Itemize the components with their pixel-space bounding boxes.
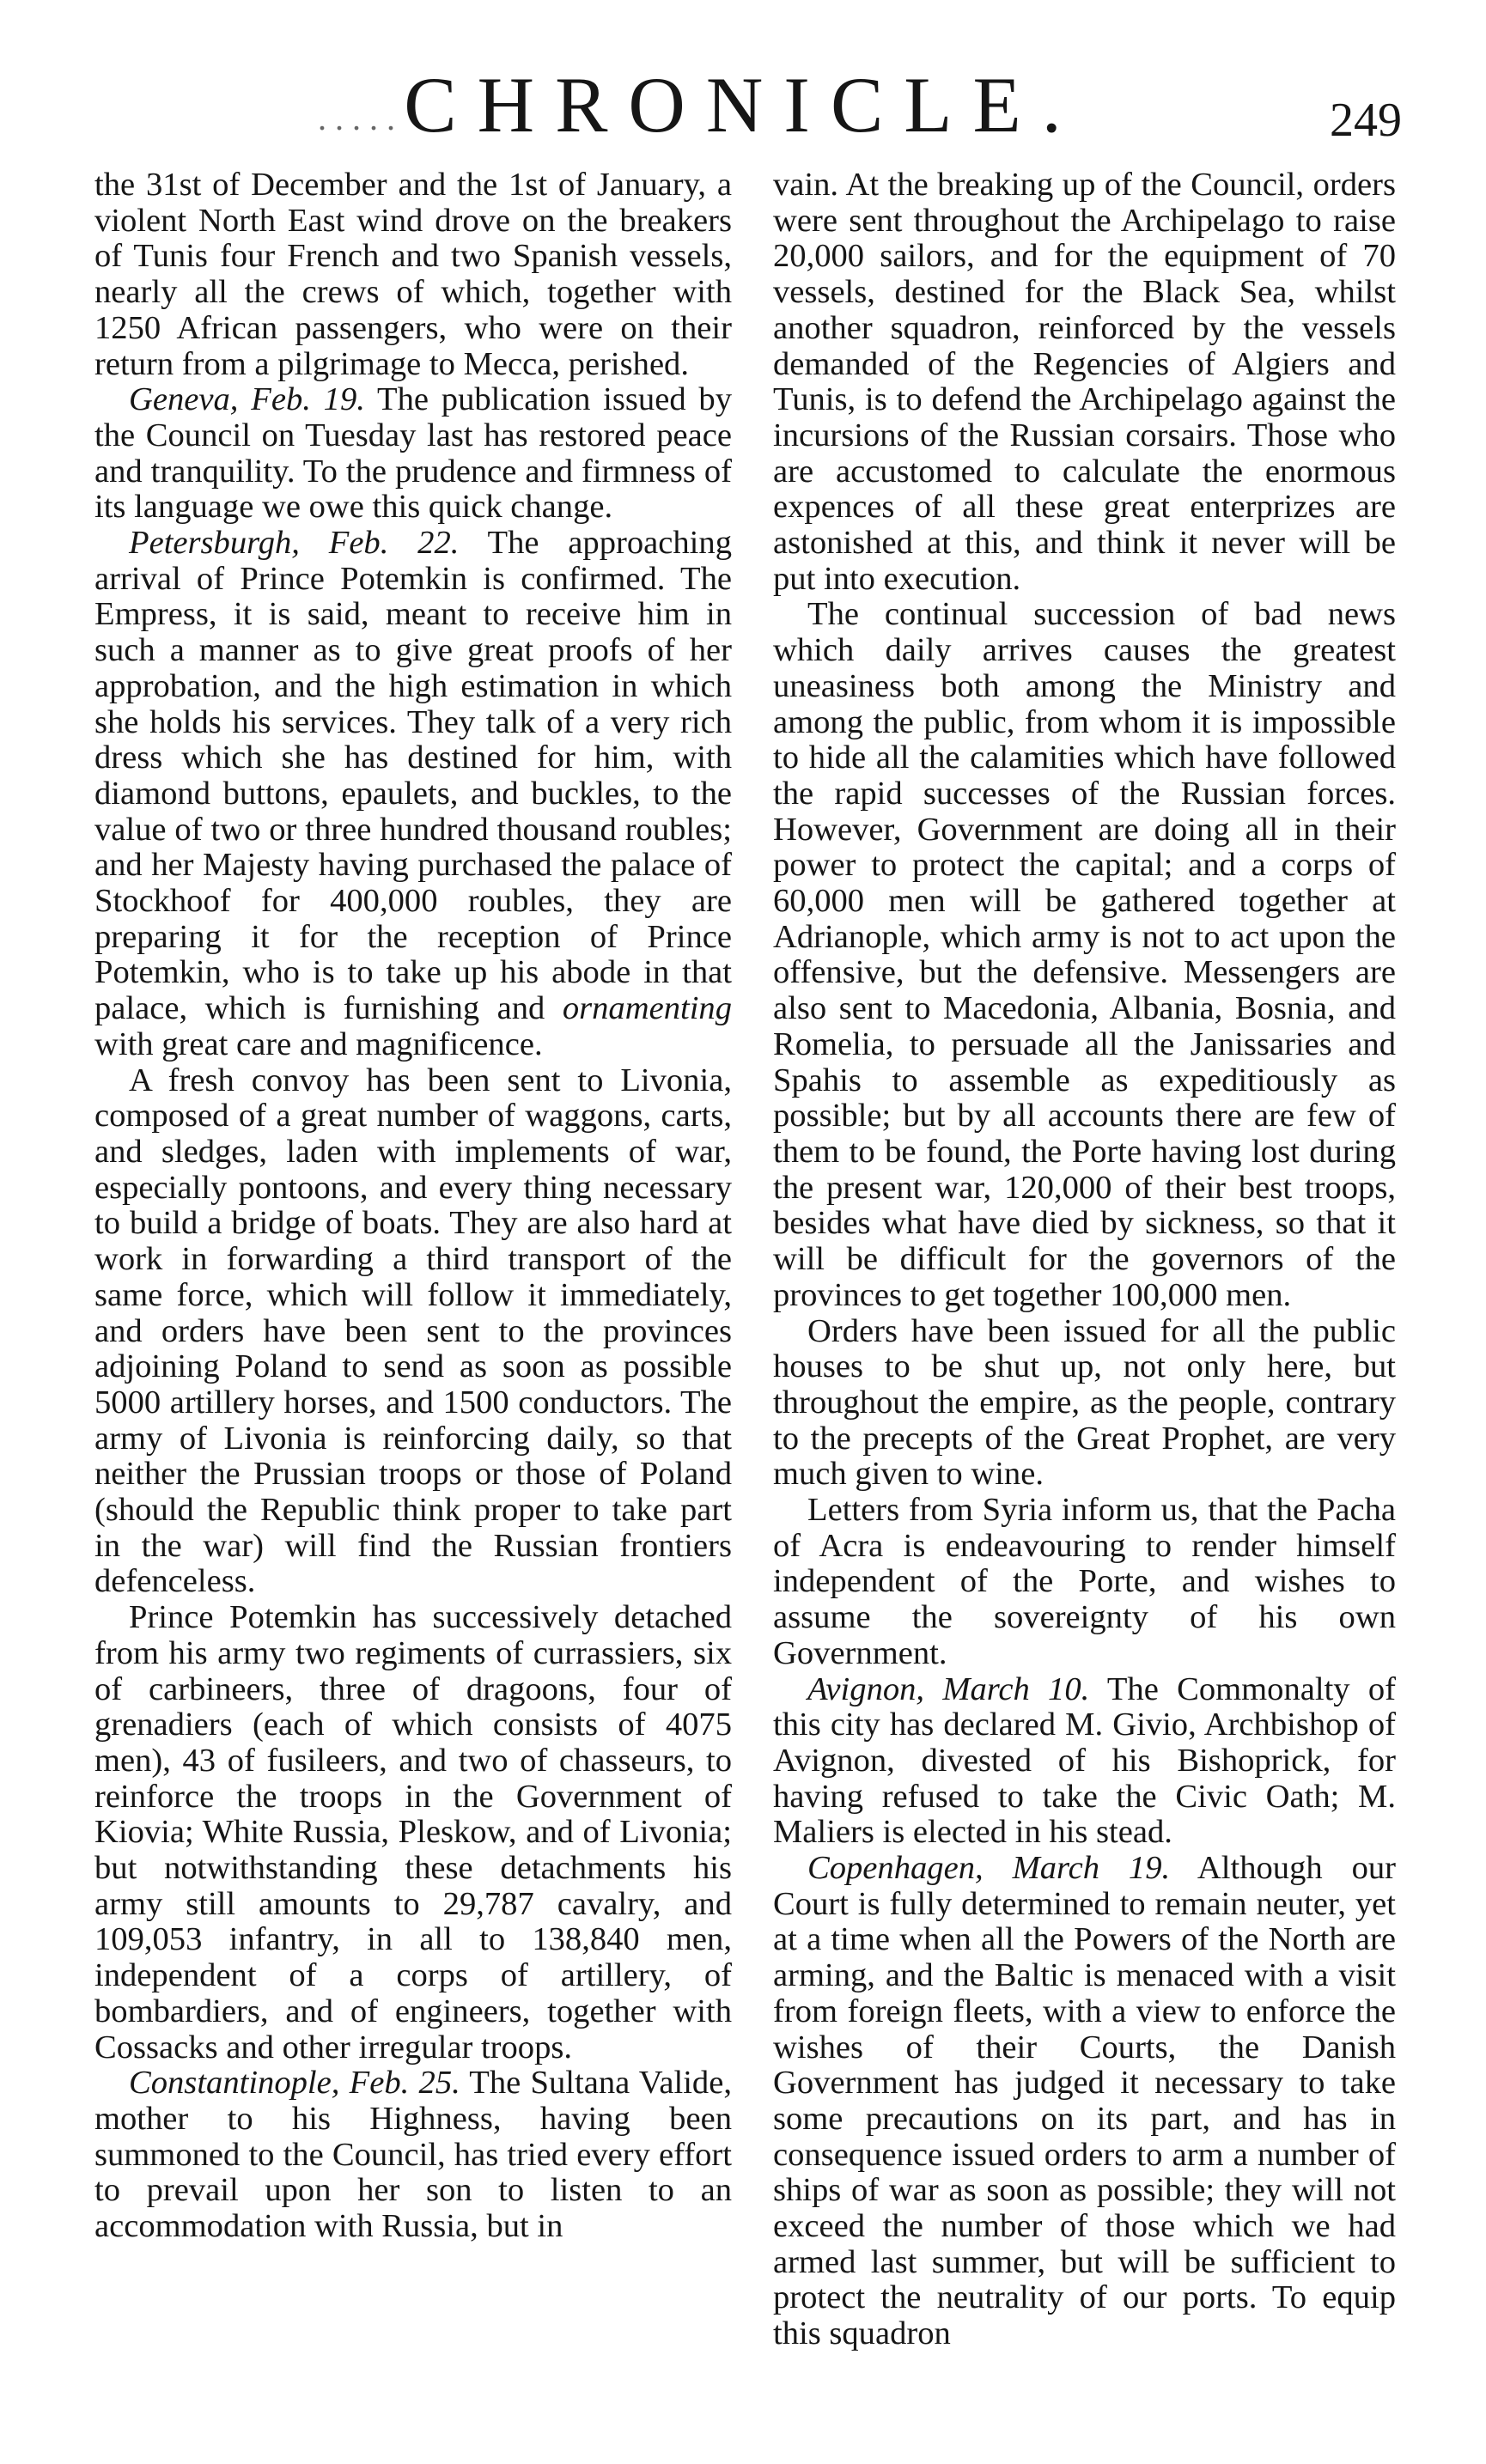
paragraph-petersburgh: [94, 526, 732, 1063]
page-header: [0, 60, 1486, 155]
paragraph-avignon-text: The Commonalty of this city has declared M. Givio, Archbishop of Avignon, divested of his Bishoprick, for having refused to take the Civic Oath; M. Maliers is elected in his stead.: [773, 1670, 1396, 1851]
left-column: [94, 167, 732, 2435]
paragraph-petersburgh-text-a: The approaching arrival of Prince Potemkin is confirmed. The Empress, it is said, meant to receive him in such a manner as to give great proofs of her approbation, and the high estimation in which she holds his services. They talk of a very rich dress which she has destined for him, with diamond buttons, epaulets, and buckles, to the value of two or three hundred thousand roubles; and her Majesty having purchased the palace of Stockhoof for 400,000 roubles, they are preparing it for the reception of Prince Potemkin, who is to take up his abode in that palace, which is furnishing and: [94, 525, 732, 1027]
dateline-petersburgh: Petersburgh, Feb. 22.: [129, 525, 460, 562]
dateline-copenhagen: Copenhagen, March 19.: [807, 1850, 1171, 1887]
paragraph-bad-news: The continual succession of bad news which daily arrives causes the greatest uneasiness both among the Ministry and among the public, from whom it is impossible to hide all the calamities which have followed the rapid successes of the Russian forces. However, Government are doing all in their power to protect the capital; and a corps of 60,000 men will be gathered together at Adrianople, which army is not to act upon the offensive, but the defensive. Messengers are also sent to Macedonia, Albania, Bosnia, and Romelia, to persuade all the Janissaries and Spahis to assemble as expeditiously as possible; but by all accounts there are few of them to be found, the Porte having lost during the present war, 120,000 of their best troops, besides what have died by sickness, so that it will be difficult for the governors of the provinces to get together 100,000 men.: [773, 596, 1396, 1313]
right-column: [773, 167, 1396, 2435]
paragraph-geneva: [94, 382, 732, 526]
leader-dots: .....: [318, 99, 404, 137]
page-number: 249: [1330, 94, 1402, 147]
dateline-constantinople: Constantinople, Feb. 25.: [129, 2065, 460, 2102]
dateline-avignon: Avignon, March 10.: [807, 1670, 1090, 1707]
paragraph-constantinople: [94, 2066, 732, 2245]
paragraph-tunis-shipwreck: the 31st of December and the 1st of January, a violent North East wind drove on the breakers of Tunis four French and two Spanish vessels, nearly all the crews of which, together with 1250 African passengers, who were on their return from a pilgrimage to Mecca, perished.: [94, 167, 732, 382]
paragraph-avignon: [773, 1672, 1396, 1852]
paragraph-copenhagen: [773, 1851, 1396, 2352]
paragraph-petersburgh-italic: ornamenting: [562, 990, 732, 1027]
paragraph-public-houses: Orders have been issued for all the public houses to be shut up, not only here, but throughout the empire, as the people, contrary to the precepts of the Great Prophet, are very much given to wine.: [773, 1312, 1396, 1493]
paragraph-potemkin-army: Prince Potemkin has successively detached from his army two regiments of currassiers, six of carbineers, three of dragoons, four of grenadiers (each of which consists of 4075 men), 43 of fusileers, and two of chasseurs, to reinforce the troops in the Government of Kiovia; White Russia, Pleskow, and of Livonia; but notwithstanding these detachments his army still amounts to 29,787 cavalry, and 109,053 infantry, in all to 138,840 men, independent of a corps of artillery, of bombardiers, and of engineers, together with Cossacks and other irregular troops.: [94, 1599, 732, 2066]
paragraph-livonia-convoy: A fresh convoy has been sent to Livonia, composed of a great number of waggons, carts, and sledges, laden with implements of war, especially pontoons, and every thing necessary to build a bridge of boats. They are also hard at work in forwarding a third transport of the same force, which will follow it immediately, and orders have been sent to the provinces adjoining Poland to send as soon as possible 5000 artillery horses, and 1500 conductors. The army of Livonia is reinforcing daily, so that neither the Prussian troops or those of Poland (should the Republic think proper to take part in the war) will find the Russian frontiers defenceless.: [94, 1062, 732, 1600]
paragraph-syria-letters: Letters from Syria inform us, that the Pacha of Acra is endeavouring to render himself independent of the Porte, and wishes to assume the sovereignty of his own Government.: [773, 1492, 1396, 1671]
running-title: CHRONICLE.: [404, 61, 1082, 149]
paragraph-constantinople-text: The Sultana Valide, mother to his Highness, having been summoned to the Council, has tried every effort to prevail upon her son to listen to an accommodation with Russia, but in: [94, 2065, 732, 2245]
paragraph-council-orders: vain. At the breaking up of the Council, orders were sent throughout the Archipelago to raise 20,000 sailors, and for the equipment of 70 vessels, destined for the Black Sea, whilst another squadron, reinforced by the vessels demanded of the Regencies of Algiers and Tunis, is to defend the Archipelago against the incursions of the Russian corsairs. Those who are accustomed to calculate the enormous expences of all these great enterprizes are astonished at this, and think it never will be put into execution.: [773, 167, 1396, 597]
paragraph-copenhagen-text: Although our Court is fully determined to remain neuter, yet at a time when all the Powers of the North are arming, and the Baltic is menaced with a visit from foreign fleets, with a view to enforce the wishes of their Courts, the Danish Government has judged it necessary to take some precautions on its part, and has in consequence issued orders to arm a number of ships of war as soon as possible; they will not exceed the number of those which we had armed last summer, but will be sufficient to protect the neutrality of our ports. To equip this squadron: [773, 1850, 1396, 2352]
paragraph-geneva-text: The publication issued by the Council on Tuesday last has restored peace and tranquility. To the prudence and firmness of its language we owe this quick change.: [94, 381, 732, 526]
dateline-geneva: Geneva, Feb. 19.: [129, 381, 365, 418]
paragraph-petersburgh-text-b: with great care and magnificence.: [94, 1025, 543, 1062]
